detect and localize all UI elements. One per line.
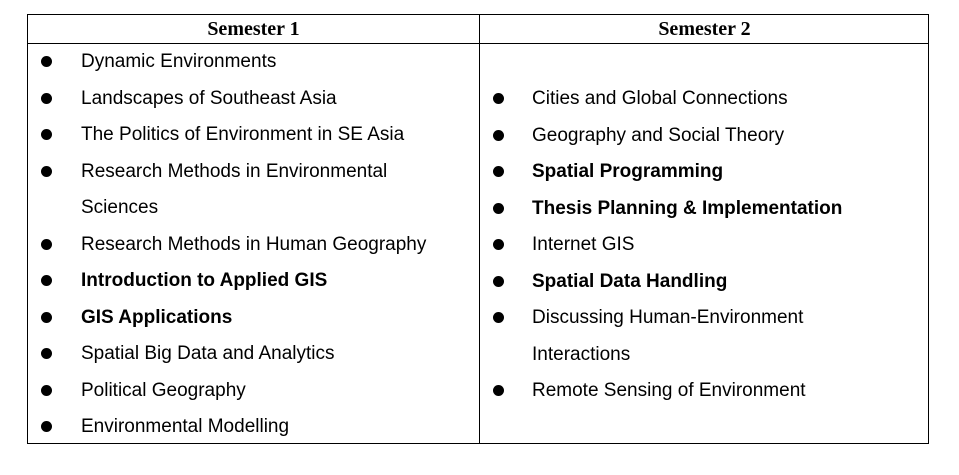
course-item: [480, 227, 929, 264]
course-item: [28, 117, 479, 154]
course-item: [28, 227, 479, 264]
course-item: [28, 154, 479, 227]
course-label: Discussing Human-Environment Interactions: [532, 307, 804, 365]
course-item: [480, 191, 929, 228]
course-label: Remote Sensing of Environment: [532, 380, 806, 401]
bullet-icon: [41, 385, 52, 396]
course-table: [27, 14, 929, 444]
bullet-icon: [493, 239, 504, 250]
bullet-icon: [493, 93, 504, 104]
semester-1-course-list: [28, 44, 479, 446]
course-label: Introduction to Applied GIS: [81, 270, 328, 291]
bullet-icon: [41, 166, 52, 177]
course-item: [480, 118, 929, 155]
course-label: Spatial Programming: [532, 161, 724, 182]
course-item: [480, 373, 929, 410]
course-label: Spatial Big Data and Analytics: [81, 343, 335, 364]
course-item: [480, 300, 929, 373]
course-label: Internet GIS: [532, 234, 635, 255]
course-label: Spatial Data Handling: [532, 270, 728, 292]
bullet-icon: [41, 348, 52, 359]
course-item: [480, 264, 929, 301]
bullet-icon: [41, 421, 52, 432]
bullet-icon: [41, 129, 52, 140]
semester-2-header: Semester 2: [658, 18, 751, 40]
bullet-icon: [493, 166, 504, 177]
bullet-icon: [41, 312, 52, 323]
course-item: [28, 409, 479, 446]
course-item: [28, 81, 479, 118]
course-label: Research Methods in Environmental Sciences: [81, 160, 388, 218]
course-label: Thesis Planning & Implementation: [532, 197, 843, 219]
course-label: Research Methods in Human Geography: [81, 233, 427, 255]
course-label: The Politics of Environment in SE Asia: [81, 124, 405, 145]
bullet-icon: [493, 312, 504, 323]
bullet-icon: [41, 239, 52, 250]
course-label: Cities and Global Connections: [532, 88, 788, 109]
semester-1-header: Semester 1: [207, 18, 300, 40]
course-item: [28, 300, 479, 337]
course-label: Environmental Modelling: [81, 416, 290, 437]
course-label: Geography and Social Theory: [532, 124, 785, 146]
course-label: Landscapes of Southeast Asia: [81, 87, 337, 109]
course-item: [480, 154, 929, 191]
course-item: [480, 81, 929, 118]
course-label: Dynamic Environments: [81, 51, 277, 72]
course-item: [28, 44, 479, 81]
bullet-icon: [493, 130, 504, 141]
bullet-icon: [493, 276, 504, 287]
course-label: GIS Applications: [81, 306, 233, 328]
bullet-icon: [41, 56, 52, 67]
course-item: [28, 263, 479, 300]
course-label: Political Geography: [81, 379, 246, 401]
course-item: [28, 373, 479, 410]
bullet-icon: [41, 275, 52, 286]
bullet-icon: [493, 385, 504, 396]
semester-2-course-list: [480, 81, 929, 410]
bullet-icon: [41, 93, 52, 104]
bullet-icon: [493, 203, 504, 214]
course-item: [28, 336, 479, 373]
